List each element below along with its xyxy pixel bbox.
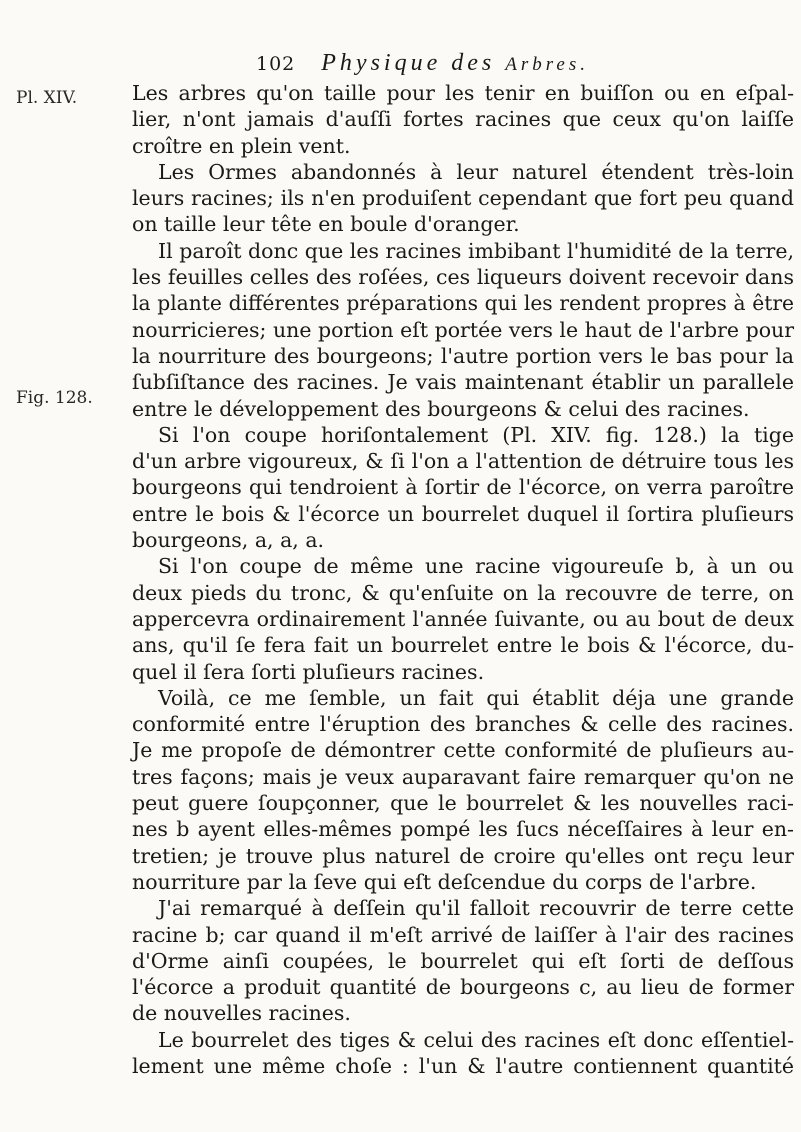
text-line: Le bourrelet des tiges & celui des racines eſt donc eſſentiel- — [158, 1027, 794, 1052]
text-line: la plante différentes préparations qui les rendent propres à être — [132, 291, 794, 316]
text-line: leurs racines; ils n'en produiſent cependant que fort peu quand — [132, 186, 794, 211]
text-line: Si l'on coupe horiſontalement (Pl. XIV. fig. 128.) la tige — [158, 422, 794, 447]
text-line: tres façons; mais je veux auparavant faire remarquer qu'on ne — [132, 764, 794, 789]
text-line: nourricieres; une portion eſt portée vers le haut de l'arbre pour — [132, 317, 795, 342]
text-line: lement une même choſe : l'un & l'autre contiennent quantité — [132, 1053, 794, 1078]
running-title — [321, 50, 589, 77]
page-number: 102 — [256, 53, 296, 75]
text-line: entre le développement des bourgeons & celui des racines. — [132, 396, 750, 421]
text-line: lier, n'ont jamais d'auſſi fortes racines que ceux qu'on laiſſe — [132, 107, 794, 132]
text-line: la nourriture des bourgeons; l'autre portion vers le bas pour la — [132, 343, 794, 368]
text-line: appercevra ordinairement l'année ſuivante, ou au bout de deux — [132, 606, 794, 631]
text-line: d'un arbre vigoureux, & ſi l'on a l'attention de détruire tous les — [132, 449, 794, 474]
text-line: nourriture par la ſeve qui eſt deſcendue du corps de l'arbre. — [132, 869, 757, 894]
text-line: ans, qu'il ſe fera fait un bourrelet entre le bois & l'écorce, du- — [132, 633, 794, 658]
running-title-part-1: Physique des — [321, 50, 496, 76]
body-text — [132, 80, 794, 1079]
margin-note-plate: Pl. XIV. — [16, 88, 78, 108]
text-line: de nouvelles racines. — [132, 1001, 351, 1026]
text-line: d'Orme ainſi coupées, le bourrelet qui eſt ſorti de deſſous — [132, 948, 794, 973]
text-line: on taille leur tête en boule d'oranger. — [132, 212, 520, 237]
text-line: Voilà, ce me ſemble, un fait qui établit déja une grande — [158, 685, 794, 710]
text-line: quel il ſera ſorti pluſieurs racines. — [132, 659, 485, 684]
text-line: racine b; car quand il m'eſt arrivé de laiſſer à l'air des racines — [132, 922, 794, 947]
text-line: bourgeons, a, a, a. — [132, 528, 325, 553]
text-line: J'ai remarqué à deſſein qu'il falloit recouvrir de terre cette — [158, 896, 794, 921]
text-line: l'écorce a produit quantité de bourgeons c, au lieu de former — [132, 975, 794, 1000]
margin-note-figure: Fig. 128. — [16, 388, 93, 408]
text-line: tretien; je trouve plus naturel de croire qu'elles ont reçu leur — [132, 843, 794, 868]
text-line: ſubſiſtance des racines. Je vais maintenant établir un parallele — [132, 370, 794, 395]
text-line: bourgeons qui tendroient à ſortir de l'écorce, on verra paroître — [132, 475, 794, 500]
text-line: deux pieds du tronc, & qu'enſuite on la recouvre de terre, on — [132, 580, 794, 605]
text-line: entre le bois & l'écorce un bourrelet duquel il ſortira pluſieurs — [132, 501, 794, 526]
text-line: Il paroît donc que les racines imbibant l'humidité de la terre, — [158, 238, 794, 263]
text-line: Les Ormes abandonnés à leur naturel étendent très-loin — [158, 159, 794, 184]
running-title-part-2: Arbres. — [505, 54, 590, 75]
text-line: croître en plein vent. — [132, 133, 351, 158]
text-line: conformité entre l'éruption des branches & celle des racines. — [132, 712, 794, 737]
text-line: Je me propoſe de démontrer cette conformité de pluſieurs au- — [132, 738, 794, 763]
text-line: nes b ayent elles-mêmes pompé les ſucs néceſſaires à leur en- — [132, 817, 794, 842]
text-line: Si l'on coupe de même une racine vigoureuſe b, à un ou — [158, 554, 794, 579]
text-line: les feuilles celles des roſées, ces liqueurs doivent recevoir dans — [132, 265, 794, 290]
text-line: Les arbres qu'on taille pour les tenir en buiſſon ou en eſpal- — [132, 81, 794, 105]
page-header — [256, 50, 756, 84]
text-line: peut guere ſoupçonner, que le bourrelet & les nouvelles raci- — [132, 791, 794, 816]
